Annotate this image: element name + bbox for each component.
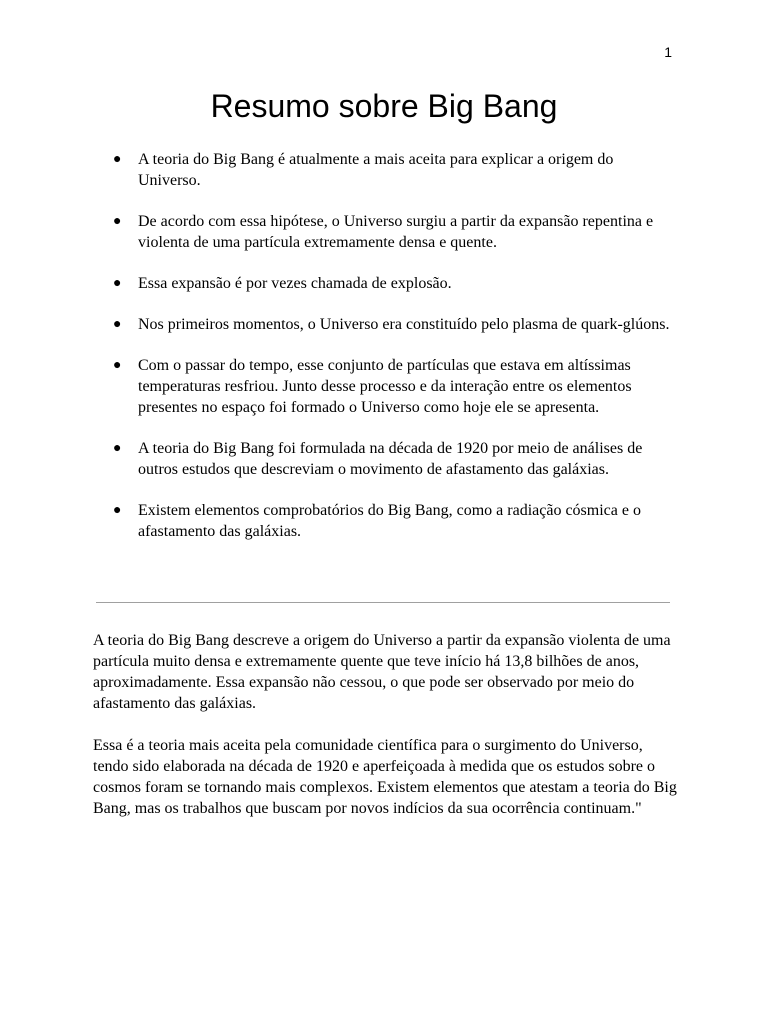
bullet-icon: ● — [113, 358, 122, 373]
bullet-icon: ● — [113, 317, 122, 332]
list-item-text: A teoria do Big Bang é atualmente a mais aceita para explicar a origem do Universo. — [138, 151, 614, 189]
bullet-icon: ● — [113, 214, 122, 229]
list-item-text: De acordo com essa hipótese, o Universo surgiu a partir da expansão repentina e violenta de uma partícula extremamente densa e quente. — [138, 213, 654, 251]
page-title: Resumo sobre Big Bang — [210, 88, 558, 124]
list-item-text: A teoria do Big Bang foi formulada na década de 1920 por meio de análises de outros estudos que descreviam o movimento de afastamento das galáxias. — [138, 440, 643, 478]
bullet-icon: ● — [113, 152, 122, 167]
body-paragraph: Essa é a teoria mais aceita pela comunidade científica para o surgimento do Universo, tendo sido elaborada na década de 1920 e aperfeiçoada à medida que os estudos sobre o cosmos foram se tornando mais complexos. Existem elementos que atestam a teoria do Big Bang, mas os trabalhos que buscam por novos indícios da sua ocorrência continuam." — [93, 737, 677, 817]
body-paragraph: A teoria do Big Bang descreve a origem do Universo a partir da expansão violenta de uma partícula muito densa e extremamente quente que teve início há 13,8 bilhões de anos, aproximadamente. Essa expansão não cessou, o que pode ser observado por meio do afastamento das galáxias. — [93, 632, 671, 712]
list-item — [110, 211, 678, 253]
bullet-icon: ● — [113, 276, 122, 291]
list-item-text: Com o passar do tempo, esse conjunto de partículas que estava em altíssimas temperaturas resfriou. Junto desse processo e da interação entre os elementos presentes no espaço foi formado o Universo como hoje ele se apresenta. — [138, 357, 632, 416]
summary-body — [93, 630, 678, 840]
summary-bullet-list — [110, 149, 678, 562]
list-item — [110, 355, 678, 418]
bullet-icon: ● — [113, 503, 122, 518]
list-item-text: Essa expansão é por vezes chamada de explosão. — [138, 275, 452, 292]
horizontal-divider — [96, 602, 670, 603]
list-item — [110, 438, 678, 480]
list-item-text: Existem elementos comprobatórios do Big Bang, como a radiação cósmica e o afastamento das galáxias. — [138, 502, 641, 540]
page-number: 1 — [664, 44, 672, 60]
list-item — [110, 314, 678, 335]
bullet-icon: ● — [113, 441, 122, 456]
list-item-text: Nos primeiros momentos, o Universo era constituído pelo plasma de quark-glúons. — [138, 316, 670, 333]
list-item — [110, 500, 678, 542]
list-item — [110, 273, 678, 294]
list-item — [110, 149, 678, 191]
